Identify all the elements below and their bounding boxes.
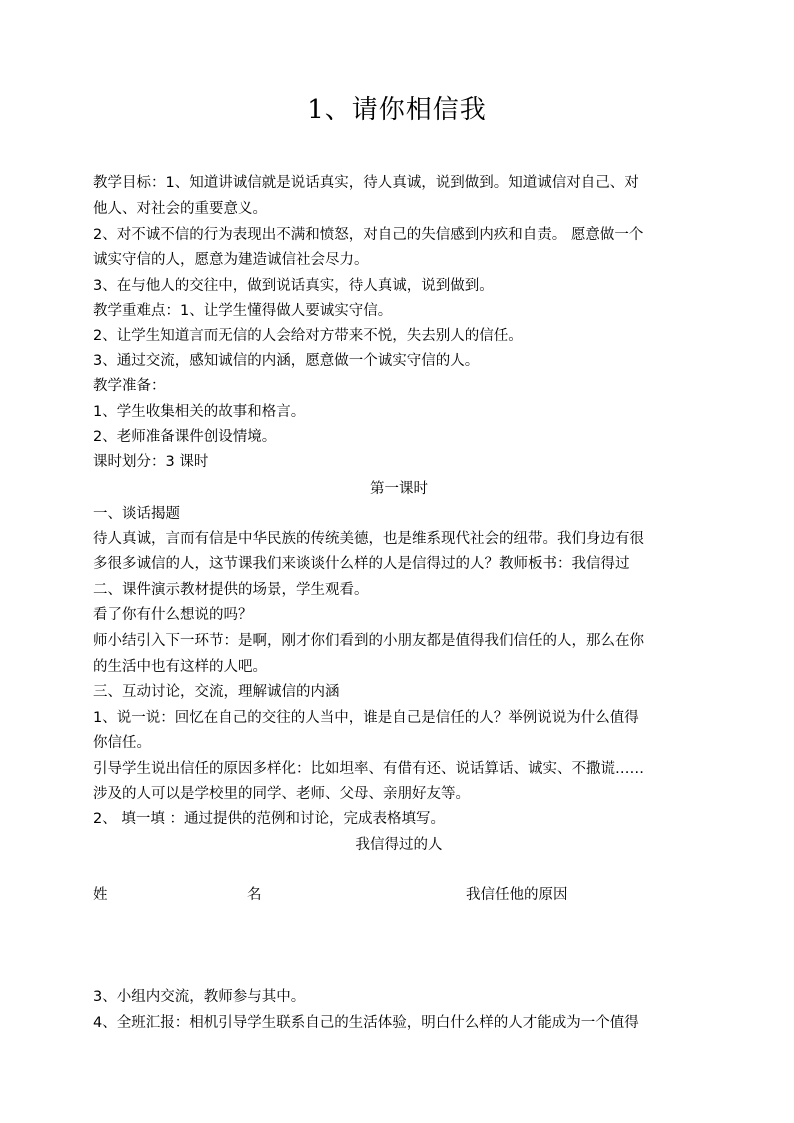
paragraph-line: 引导学生说出信任的原因多样化：比如坦率、有借有还、说话算话、诚实、不撒谎…… <box>93 761 644 777</box>
paragraph-line: 多很多诚信的人，这节课我们来谈谈什么样的人是信得过的人？教师板书：我信得过 <box>93 556 630 572</box>
paragraph-line: 你信任。 <box>93 735 151 751</box>
paragraph-line: 课时划分：3 课时 <box>93 454 209 470</box>
page-title: 1、请你相信我 <box>307 95 487 125</box>
paragraph-line: 的生活中也有这样的人吧。 <box>93 659 267 675</box>
paragraph-line: 教学重难点：1、让学生懂得做人要诚实守信。 <box>93 303 393 319</box>
paragraph-line: 他人、对社会的重要意义。 <box>93 201 267 217</box>
table-title: 我信得过的人 <box>355 837 443 853</box>
paragraph-line: 1、学生收集相关的故事和格言。 <box>93 404 306 420</box>
paragraph-line: 涉及的人可以是学校里的同学、老师、父母、亲朋好友等。 <box>93 786 470 802</box>
paragraph-line: 1、说一说：回忆在自己的交往的人当中，谁是自己是信任的人？举例说说为什么值得 <box>93 710 639 726</box>
paragraph-line: 2、老师准备课件创设情境。 <box>93 429 277 445</box>
paragraph-line: 教学目标：1、知道讲诚信就是说话真实，待人真诚，说到做到。知道诚信对自己、对 <box>93 175 639 191</box>
table-header-name: 名 <box>247 887 262 903</box>
paragraph-line: 看了你有什么想说的吗？ <box>93 607 253 623</box>
paragraph-line: 三、互动讨论，交流，理解诚信的内涵 <box>93 684 340 700</box>
paragraph-line: 一、谈话揭题 <box>93 506 180 522</box>
paragraph-line: 2、让学生知道言而无信的人会给对方带来不悦，失去别人的信任。 <box>93 328 523 344</box>
paragraph-line: 师小结引入下一环节：是啊，刚才你们看到的小朋友都是值得我们信任的人，那么在你 <box>93 633 644 649</box>
paragraph-line: 2、 填一填 ：通过提供的范例和讨论，完成表格填写。 <box>93 811 445 827</box>
paragraph-line: 二、课件演示教材提供的场景，学生观看。 <box>93 582 369 598</box>
paragraph-line: 3、通过交流，感知诚信的内涵，愿意做一个诚实守信的人。 <box>93 353 480 369</box>
paragraph-line: 3、小组内交流，教师参与其中。 <box>93 989 306 1005</box>
section-heading: 第一课时 <box>370 481 428 497</box>
paragraph-line: 4、全班汇报：相机引导学生联系自己的生活体验，明白什么样的人才能成为一个值得 <box>93 1015 639 1031</box>
paragraph-line: 诚实守信的人，愿意为建造诚信社会尽力。 <box>93 252 369 268</box>
paragraph-line: 3、在与他人的交往中，做到说话真实，待人真诚，说到做到。 <box>93 278 494 294</box>
paragraph-line: 待人真诚，言而有信是中华民族的传统美德，也是维系现代社会的纽带。我们身边有很 <box>93 531 644 547</box>
paragraph-line: 2、对不诚不信的行为表现出不满和愤怒，对自己的失信感到内疚和自责。 愿意做一个 <box>93 227 644 243</box>
paragraph-line: 教学准备： <box>93 378 166 394</box>
table-header-reason: 我信任他的原因 <box>466 887 568 903</box>
table-header-surname: 姓 <box>93 887 108 903</box>
